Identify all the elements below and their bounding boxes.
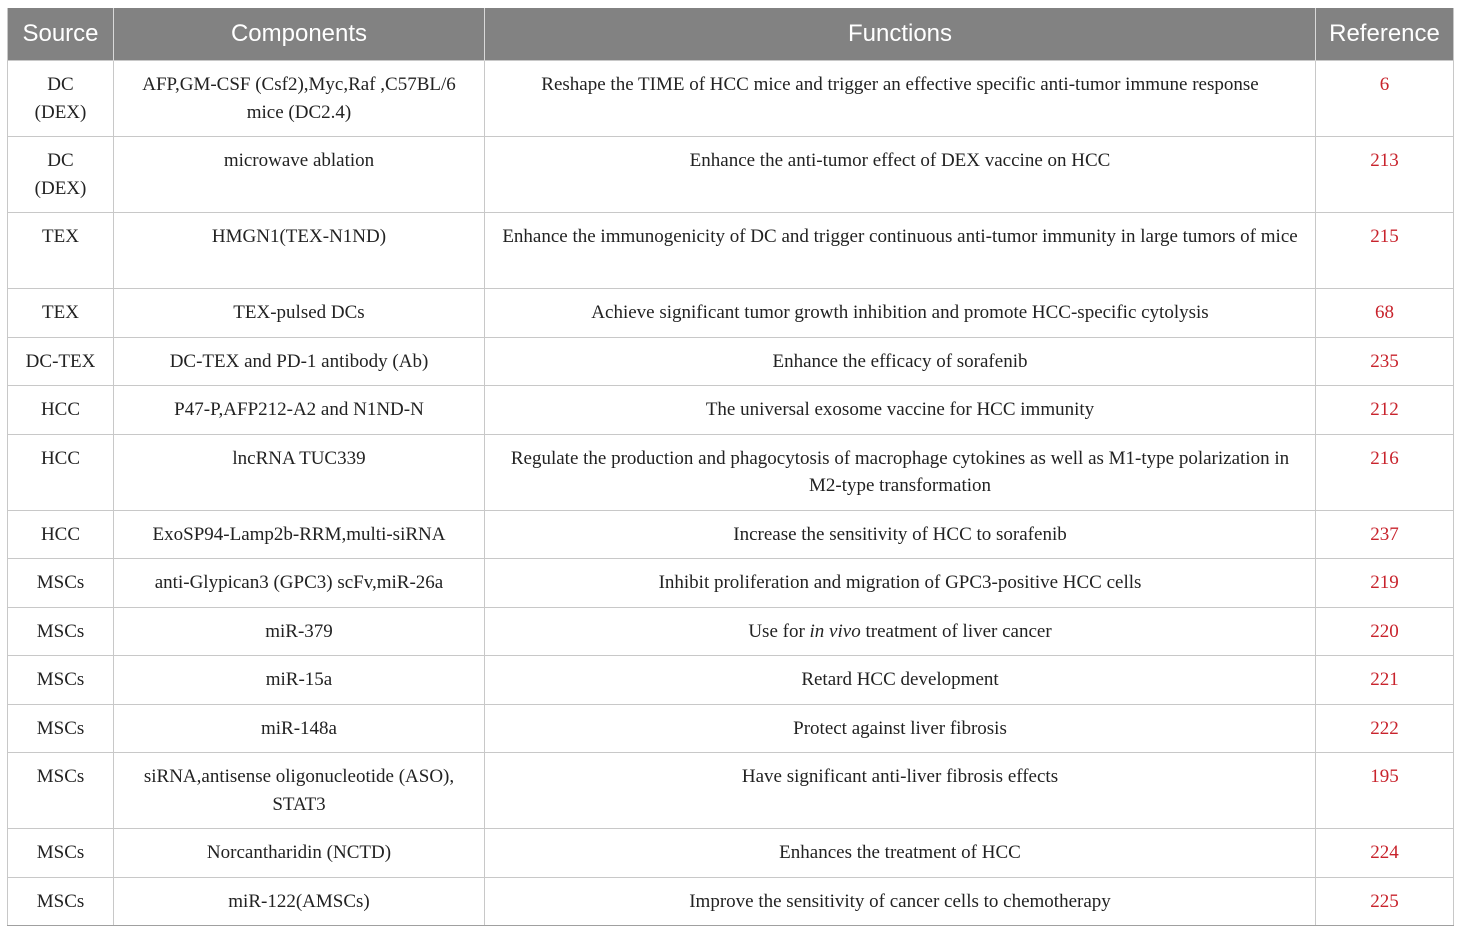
cell-components: DC-TEX and PD-1 antibody (Ab) xyxy=(114,337,485,386)
cell-reference[interactable]: 216 xyxy=(1316,434,1454,510)
cell-functions: Reshape the TIME of HCC mice and trigger an effective specific anti-tumor immune response xyxy=(485,61,1316,137)
table-header xyxy=(8,8,1454,61)
cell-reference[interactable]: 221 xyxy=(1316,656,1454,705)
cell-functions: Increase the sensitivity of HCC to sorafenib xyxy=(485,510,1316,559)
cell-components: miR-379 xyxy=(114,607,485,656)
table-row xyxy=(8,607,1454,656)
cell-reference[interactable]: 195 xyxy=(1316,753,1454,829)
cell-components: P47-P,AFP212-A2 and N1ND-N xyxy=(114,386,485,435)
cell-reference[interactable]: 212 xyxy=(1316,386,1454,435)
functions-text-pre: Use for xyxy=(748,620,810,642)
cell-source: MSCs xyxy=(8,559,114,608)
cell-source: HCC xyxy=(8,510,114,559)
cell-components: anti-Glypican3 (GPC3) scFv,miR-26a xyxy=(114,559,485,608)
cell-reference[interactable]: 237 xyxy=(1316,510,1454,559)
cell-functions: Retard HCC development xyxy=(485,656,1316,705)
cell-reference[interactable]: 235 xyxy=(1316,337,1454,386)
header-row xyxy=(8,8,1454,61)
table-row xyxy=(8,337,1454,386)
table-body xyxy=(8,61,1454,926)
cell-reference[interactable]: 68 xyxy=(1316,289,1454,338)
cell-source: TEX xyxy=(8,213,114,289)
cell-source: MSCs xyxy=(8,753,114,829)
table-row xyxy=(8,753,1454,829)
cell-source: MSCs xyxy=(8,607,114,656)
cell-functions: Inhibit proliferation and migration of GPC3-positive HCC cells xyxy=(485,559,1316,608)
cell-functions: Enhance the immunogenicity of DC and trigger continuous anti-tumor immunity in large tumors of mice xyxy=(485,213,1316,289)
cell-source: DC (DEX) xyxy=(8,61,114,137)
cell-functions: Enhance the efficacy of sorafenib xyxy=(485,337,1316,386)
table-row xyxy=(8,559,1454,608)
cell-reference[interactable]: 6 xyxy=(1316,61,1454,137)
table-row xyxy=(8,61,1454,137)
cell-source: DC (DEX) xyxy=(8,137,114,213)
cell-components: miR-122(AMSCs) xyxy=(114,877,485,926)
cell-source: HCC xyxy=(8,386,114,435)
data-table xyxy=(7,8,1454,926)
header-components: Components xyxy=(114,8,485,61)
cell-source: DC-TEX xyxy=(8,337,114,386)
functions-text-post: treatment of liver cancer xyxy=(860,620,1052,642)
cell-functions: Have significant anti-liver fibrosis effects xyxy=(485,753,1316,829)
table-row xyxy=(8,386,1454,435)
table-row xyxy=(8,829,1454,878)
table-row xyxy=(8,434,1454,510)
cell-components: AFP,GM-CSF (Csf2),Myc,Raf ,C57BL/6 mice (DC2.4) xyxy=(114,61,485,137)
cell-functions: Improve the sensitivity of cancer cells to chemotherapy xyxy=(485,877,1316,926)
cell-reference[interactable]: 215 xyxy=(1316,213,1454,289)
cell-source: HCC xyxy=(8,434,114,510)
table-row xyxy=(8,213,1454,289)
table-container xyxy=(7,8,1453,926)
cell-components: Norcantharidin (NCTD) xyxy=(114,829,485,878)
header-reference: Reference xyxy=(1316,8,1454,61)
cell-reference[interactable]: 224 xyxy=(1316,829,1454,878)
cell-reference[interactable]: 220 xyxy=(1316,607,1454,656)
cell-components: lncRNA TUC339 xyxy=(114,434,485,510)
cell-components: ExoSP94-Lamp2b-RRM,multi-siRNA xyxy=(114,510,485,559)
header-source: Source xyxy=(8,8,114,61)
functions-text-italic: in vivo xyxy=(809,620,861,642)
cell-source: MSCs xyxy=(8,877,114,926)
table-row xyxy=(8,137,1454,213)
cell-reference[interactable]: 222 xyxy=(1316,704,1454,753)
cell-reference[interactable]: 213 xyxy=(1316,137,1454,213)
cell-source: MSCs xyxy=(8,829,114,878)
table-row xyxy=(8,656,1454,705)
cell-components: miR-15a xyxy=(114,656,485,705)
cell-reference[interactable]: 219 xyxy=(1316,559,1454,608)
cell-components: miR-148a xyxy=(114,704,485,753)
cell-source: MSCs xyxy=(8,704,114,753)
cell-functions: Enhances the treatment of HCC xyxy=(485,829,1316,878)
cell-source: MSCs xyxy=(8,656,114,705)
table-row xyxy=(8,289,1454,338)
cell-functions xyxy=(485,607,1316,656)
table-row xyxy=(8,510,1454,559)
cell-source: TEX xyxy=(8,289,114,338)
cell-functions: Regulate the production and phagocytosis of macrophage cytokines as well as M1-type polarization in M2-type transformation xyxy=(485,434,1316,510)
cell-functions: Protect against liver fibrosis xyxy=(485,704,1316,753)
table-row xyxy=(8,877,1454,926)
cell-reference[interactable]: 225 xyxy=(1316,877,1454,926)
cell-functions: Achieve significant tumor growth inhibition and promote HCC-specific cytolysis xyxy=(485,289,1316,338)
cell-components: siRNA,antisense oligonucleotide (ASO), STAT3 xyxy=(114,753,485,829)
cell-functions: Enhance the anti-tumor effect of DEX vaccine on HCC xyxy=(485,137,1316,213)
cell-components: microwave ablation xyxy=(114,137,485,213)
cell-components: HMGN1(TEX-N1ND) xyxy=(114,213,485,289)
header-functions: Functions xyxy=(485,8,1316,61)
cell-components: TEX-pulsed DCs xyxy=(114,289,485,338)
cell-functions: The universal exosome vaccine for HCC immunity xyxy=(485,386,1316,435)
table-row xyxy=(8,704,1454,753)
